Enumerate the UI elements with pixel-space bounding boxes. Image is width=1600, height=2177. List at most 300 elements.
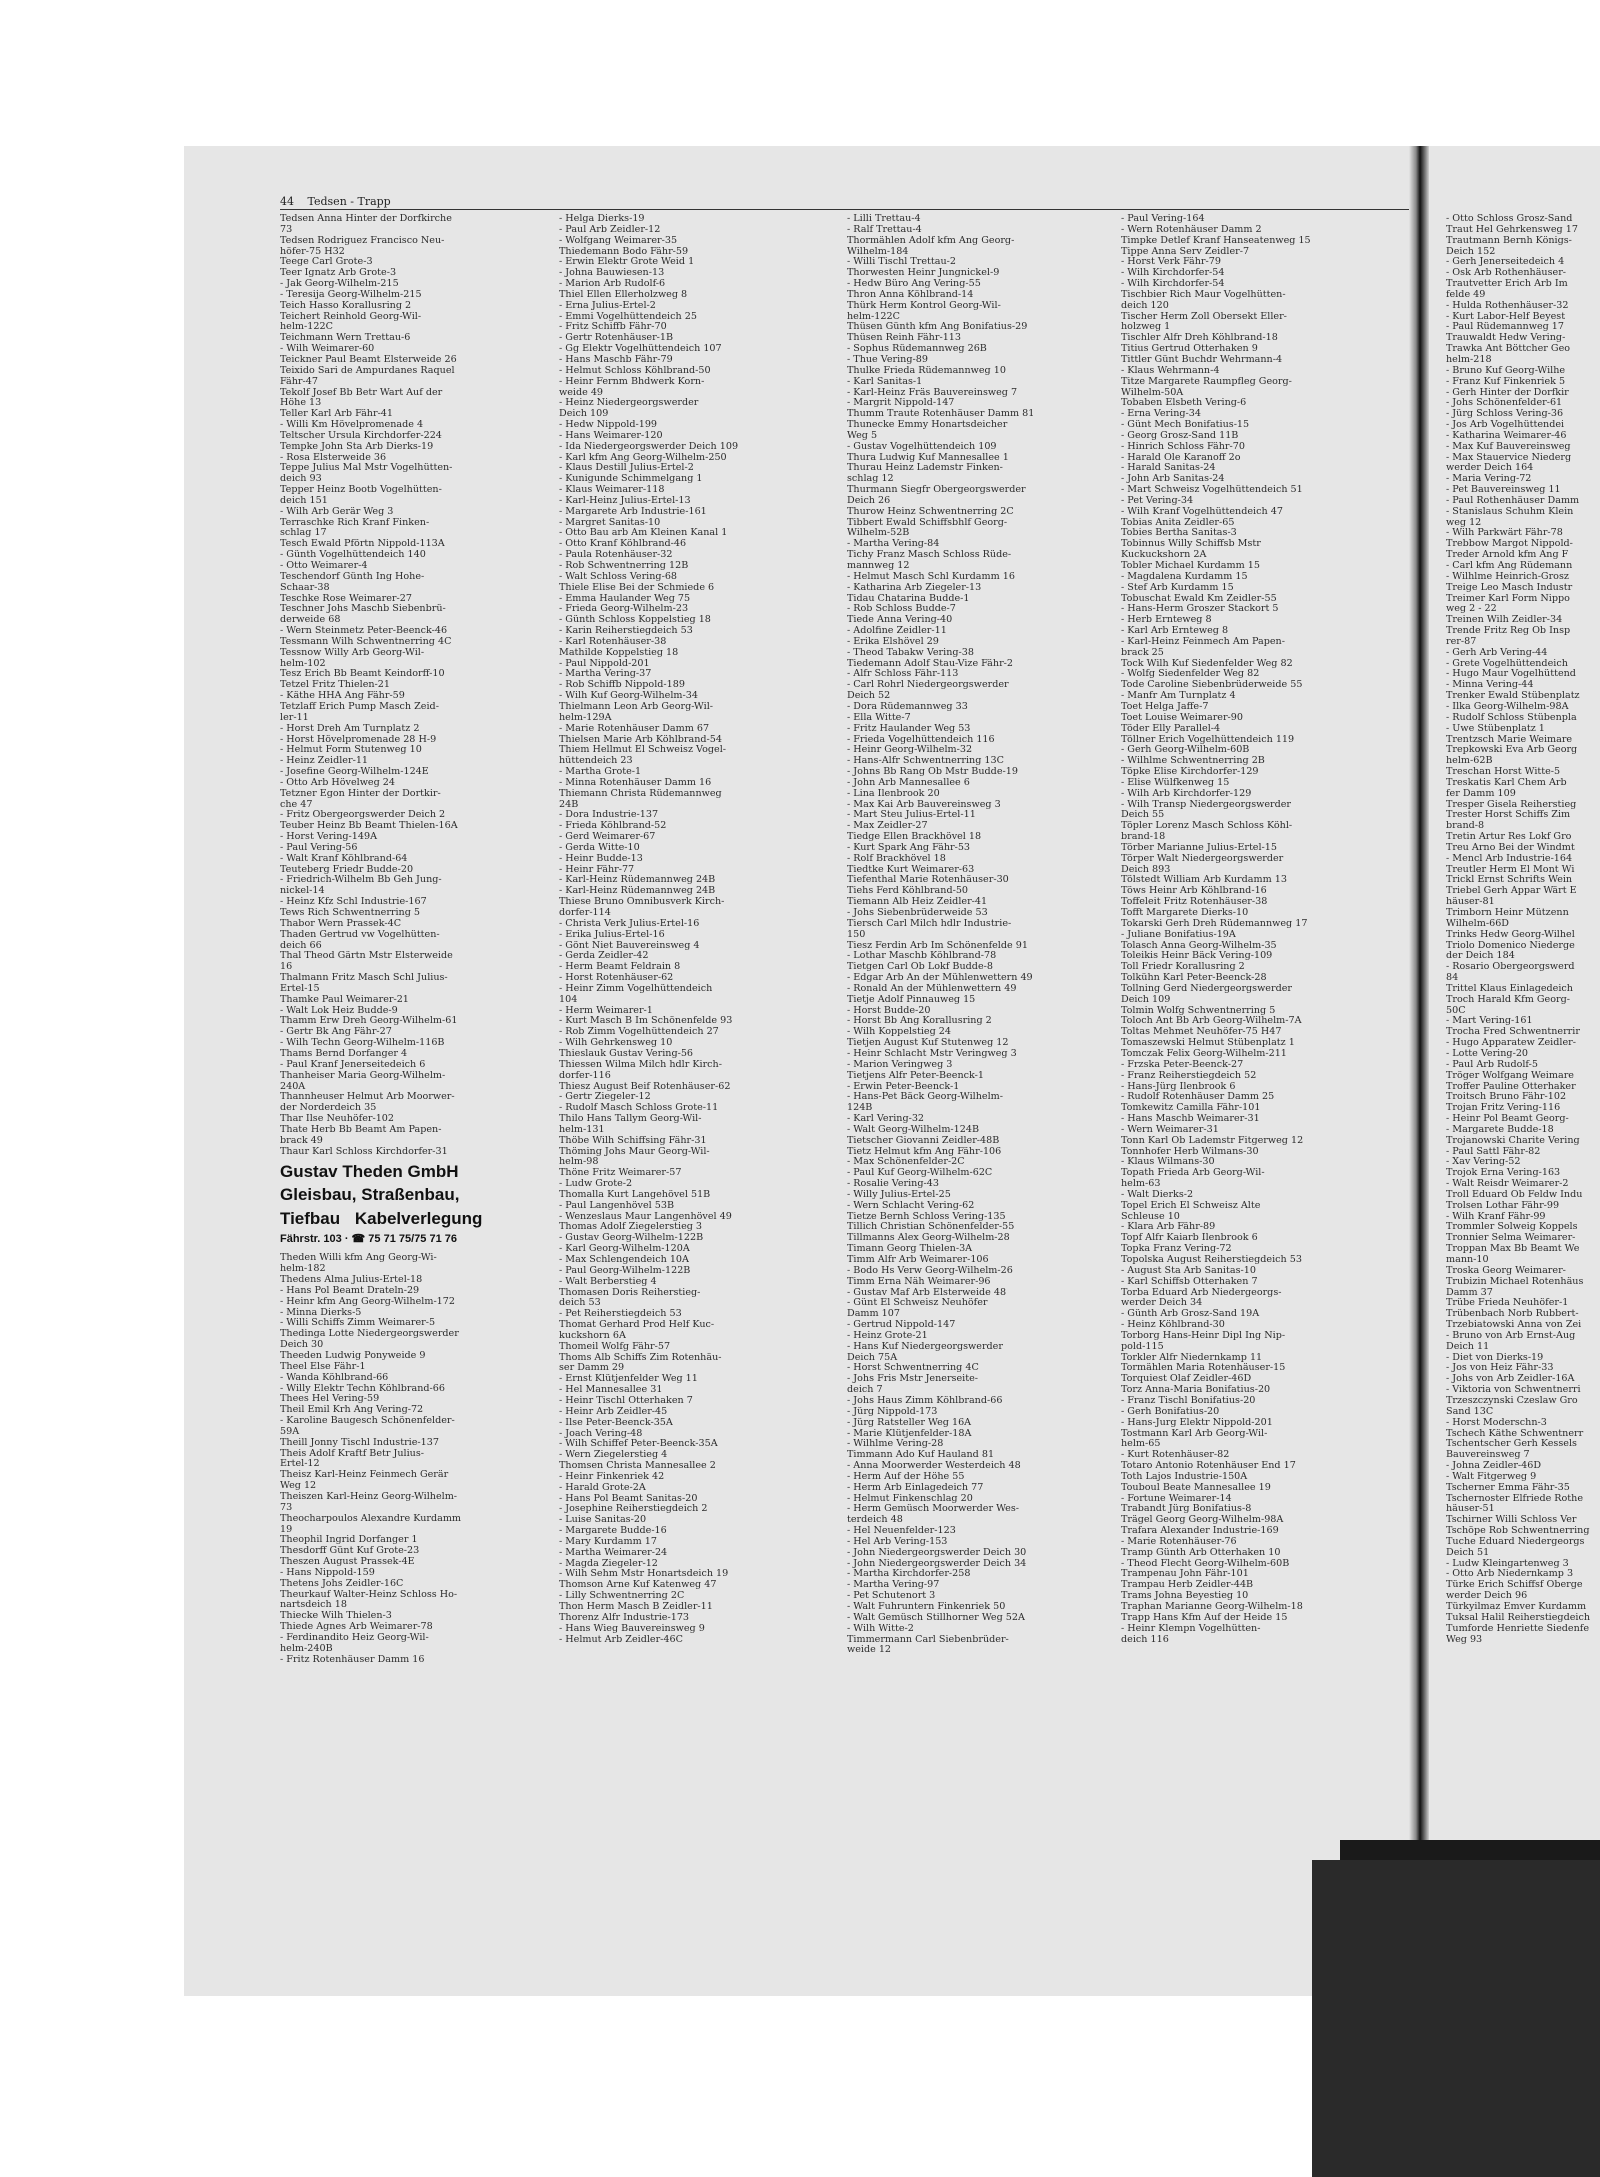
directory-line: helm-240B [280,1643,333,1654]
directory-line: Timmann Ado Kuf Hauland 81 [847,1450,995,1461]
directory-line: - Josephine Reiherstiegdeich 2 [559,1504,708,1515]
directory-line: - Walt Lok Heiz Budde-9 [280,1005,398,1016]
directory-line: Tessnow Willy Arb Georg-Wil- [280,647,425,658]
directory-line: Theill Jonny Tischl Industrie-137 [280,1437,439,1448]
directory-line: - Wilh Transp Niedergeorgswerder [1121,799,1292,810]
directory-line: - Erika Julius-Ertel-16 [559,929,665,940]
directory-line: Tscherner Emma Fähr-35 [1446,1482,1570,1493]
directory-line: - Walt Fuhruntern Finkenriek 50 [847,1602,1006,1612]
directory-line: - Paul Rüdemannweg 17 [1446,322,1565,333]
directory-line: - Wilh Arb Gerär Weg 3 [280,506,394,517]
directory-line: - Bodo Hs Verw Georg-Wilhelm-26 [847,1265,1013,1276]
directory-line: - Lothar Maschb Köhlbrand-78 [847,951,997,962]
directory-line: Deich 55 [1121,810,1165,821]
directory-line: Tofft Margarete Dierks-10 [1121,908,1249,918]
directory-line: - Hans Pol Beamt Drateln-29 [280,1285,420,1296]
directory-line: - Hans Wieg Bauvereinsweg 9 [559,1623,705,1634]
directory-line: - Fritz Schiffb Fähr-70 [559,322,667,333]
directory-line: - Hel Arb Vering-153 [847,1536,948,1547]
directory-line: Wilhelm-50A [1121,387,1184,398]
directory-line: Tobies Bertha Sanitas-3 [1121,528,1237,539]
directory-line: Tietgen Carl Ob Lokf Budde-8 [847,962,993,973]
directory-line: - Willy Elektr Techn Köhlbrand-66 [280,1383,445,1394]
directory-line: 73 [280,1502,293,1513]
directory-line: Troska Georg Weimarer- [1446,1265,1566,1276]
column-1-entries-bottom [280,1253,550,1665]
directory-line: Triolo Domenico Niederge [1446,940,1575,951]
directory-line: - Martha Vering-37 [559,669,652,680]
directory-line: Höhe 13 [280,398,322,409]
directory-line: - Harald Sanitas-24 [1121,463,1216,474]
directory-line: - Günth Vogelhüttendeich 140 [280,550,426,561]
directory-line: - Helmut Schloss Köhlbrand-50 [559,365,711,376]
directory-line: - Heinr Schlacht Mstr Veringweg 3 [847,1048,1017,1059]
directory-line: Trauwaldt Hedw Vering- [1446,333,1566,344]
directory-line: Theophil Ingrid Dorfanger 1 [280,1535,418,1546]
directory-line: - Hans Nippold-159 [280,1567,375,1578]
directory-line: Theden Willi kfm Ang Georg-Wi- [280,1253,437,1264]
directory-line: Thal Theod Gärtn Mstr Elsterweide [280,951,453,962]
directory-line: Trafara Alexander Industrie-169 [1121,1526,1279,1537]
directory-line: Trebbow Margot Nippold- [1446,539,1573,550]
directory-line: Trittel Klaus Einlagedeich [1446,983,1573,994]
directory-line: - Heinr Zimm Vogelhüttendeich [559,983,713,994]
directory-line: - Luise Sanitas-20 [559,1515,647,1526]
directory-line: Torborg Hans-Heinr Dipl Ing Nip- [1121,1330,1286,1341]
directory-line: - Gönt Niet Bauvereinsweg 4 [559,940,700,951]
directory-line: Trabandt Jürg Bonifatius-8 [1121,1504,1252,1515]
directory-line: brack 25 [1121,647,1164,658]
directory-line: Topf Alfr Kaiarb Ilenbrook 6 [1121,1233,1258,1244]
directory-line: höfer-75 H32 [280,246,345,257]
directory-line: Tschöpe Rob Schwentnerring [1446,1526,1590,1537]
directory-line: - Martha Vering-97 [847,1580,940,1591]
directory-line: - Margarete Arb Industrie-161 [559,506,707,517]
directory-line: Thomeil Wolfg Fähr-57 [559,1341,671,1352]
directory-line: - Rudolf Masch Schloss Grote-11 [559,1103,719,1114]
directory-line: Thiele Elise Bei der Schmiede 6 [559,582,715,593]
directory-line: - Rob Schiffb Nippold-189 [559,680,685,691]
directory-line: Thaur Karl Schloss Kirchdorfer-31 [280,1146,448,1157]
directory-line: Trocha Fred Schwentnerrir [1446,1027,1580,1038]
directory-line: Torba Eduard Arb Niedergeorgs- [1121,1287,1282,1298]
directory-line: Thurow Heinz Schwentnerring 2C [847,506,1014,517]
directory-line: - Ilse Peter-Beenck-35A [559,1417,673,1428]
directory-line: - Karl Rotenhäuser-38 [559,636,667,647]
directory-line: - Johs von Arb Zeidler-16A [1446,1374,1575,1385]
directory-line: deich 93 [280,474,322,485]
directory-line: Tiede Anna Vering-40 [847,615,953,626]
directory-line: - Margret Sanitas-10 [559,517,661,528]
directory-line: Trautvetter Erich Arb Im [1446,279,1568,290]
directory-line: Tronnier Selma Weimarer- [1446,1233,1576,1244]
directory-line: - Rudolf Schloss Stübenpla [1446,712,1577,723]
directory-line: Thüsen Günth kfm Ang Bonifatius-29 [847,322,1028,333]
directory-line: Teickner Paul Beamt Elsterweide 26 [280,354,457,365]
directory-line: - Erika Elshövel 29 [847,636,939,647]
directory-line: weg 12 [1446,517,1482,528]
directory-line: - Maria Vering-72 [1446,474,1532,485]
directory-line: Traut Hel Gehrkensweg 17 [1446,224,1578,235]
directory-line: - Gustav Maf Arb Elsterweide 48 [847,1287,1007,1298]
directory-line: Tiedtke Kurt Weimarer-63 [847,864,975,875]
directory-line: Deich 52 [847,691,891,702]
directory-line: Tischbier Rich Maur Vogelhütten- [1121,289,1286,300]
directory-line: Trübenbach Norb Rubbert- [1446,1309,1579,1320]
directory-line: - Christa Verk Julius-Ertel-16 [559,918,700,929]
directory-line: Thiede Agnes Arb Weimarer-78 [280,1622,433,1633]
directory-line: Tomkewitz Camilla Fähr-101 [1121,1103,1261,1114]
directory-line: Deich 109 [559,409,609,420]
directory-line: - Walt Schloss Vering-68 [559,571,678,582]
directory-line: - Wilh Arb Kirchdorfer-129 [1121,788,1252,799]
directory-line: - Margrit Nippold-147 [847,398,955,409]
directory-line: Trentzsch Marie Weimare [1446,734,1573,745]
directory-line: Tock Wilh Kuf Siedenfelder Weg 82 [1121,658,1293,669]
directory-line: - Otto Schloss Grosz-Sand [1446,214,1573,224]
directory-line: Torz Anna-Maria Bonifatius-20 [1121,1385,1271,1396]
directory-line: - Dora Industrie-137 [559,810,659,821]
directory-line: - Lilli Trettau-4 [847,214,921,224]
directory-line: Trampau Herb Zeidler-44B [1121,1580,1254,1591]
ad-company: Gustav Theden GmbH [280,1162,459,1182]
directory-line: - Willi Schiffs Zimm Weimarer-5 [280,1318,436,1329]
directory-line: Theeden Ludwig Ponyweide 9 [280,1351,426,1361]
directory-line: - Hans Kuf Niedergeorgswerder [847,1341,1003,1352]
directory-line: - Ida Niedergeorgswerder Deich 109 [559,441,739,452]
directory-line: - Katharina Arb Ziegeler-13 [847,582,982,593]
directory-line: - Rosalie Vering-43 [847,1179,939,1190]
ad-services-2: Tiefbau Kabelverlegung [280,1209,483,1229]
directory-line: Thumm Traute Rotenhäuser Damm 81 [847,409,1035,420]
directory-line: - Gertr Ziegeler-12 [559,1092,651,1103]
directory-line: Thunecke Emmy Honartsdeicher [847,420,1008,431]
directory-line: - Minna Dierks-5 [280,1307,362,1318]
directory-line: Ertel-15 [280,983,320,994]
directory-line: - Kurt Labor-Helf Beyest [1446,311,1566,322]
directory-line: - Günt Mech Bonifatius-15 [1121,420,1250,431]
directory-line: 24B [559,799,579,810]
directory-line: - Erwin Elektr Grote Weid 1 [559,257,695,268]
directory-line: - Fritz Rotenhäuser Damm 16 [280,1654,425,1665]
directory-line: - Horst Schwentnerring 4C [847,1363,979,1374]
directory-line: Tuksal Halil Reiherstiegdeich [1446,1612,1591,1623]
directory-line: - Gertrud Nippold-147 [847,1320,956,1331]
page-number: 44 [280,195,294,208]
directory-line: Thedens Alma Julius-Ertel-18 [280,1275,423,1286]
directory-line: - Heinr Pol Beamt Georg- [1446,1114,1569,1125]
directory-line: Tidau Chatarina Budde-1 [847,593,970,604]
column-1 [280,214,550,1954]
directory-line: - Karl-Heinz Feinmech Am Papen- [1121,636,1285,647]
directory-line: - Gerh Jenerseitedeich 4 [1446,257,1565,268]
directory-line: - Karl Georg-Wilhelm-120A [559,1244,690,1255]
directory-line: - Wolfg Siedenfelder Weg 82 [1121,669,1260,680]
directory-line: - Walt Reisdr Weimarer-2 [1446,1179,1569,1190]
directory-line: helm-102 [280,658,326,669]
directory-line: - Anna Moorwerder Westerdeich 48 [847,1461,1021,1472]
directory-line: Teer Ignatz Arb Grote-3 [280,268,397,279]
directory-line: Trolsen Lothar Fähr-99 [1446,1200,1560,1211]
directory-line: Troch Harald Kfm Georg- [1446,994,1570,1005]
directory-line: - Helmut Arb Zeidler-46C [559,1634,683,1645]
directory-line: Wilhelm-184 [847,246,909,257]
directory-line: Treskatis Karl Chem Arb [1446,777,1567,788]
directory-line: - Johs Haus Zimm Köhlbrand-66 [847,1395,1003,1406]
directory-line: deich 120 [1121,300,1169,311]
directory-line: - Paul Kranf Jenerseitedeich 6 [280,1059,426,1070]
directory-line: - Wern Steinmetz Peter-Beenck-46 [280,626,448,637]
directory-line: - Kunigunde Schimmelgang 1 [559,474,703,485]
directory-line: - Frieda Vogelhüttendeich 116 [847,734,995,745]
directory-line: - Gerh Bonifatius-20 [1121,1406,1220,1417]
directory-line: - Gertr Bk Ang Fähr-27 [280,1027,392,1038]
directory-line: weide 49 [559,387,604,398]
directory-line: deich 66 [280,940,322,951]
directory-line: - Xav Vering-52 [1446,1157,1521,1168]
directory-line: Toet Louise Weimarer-90 [1121,712,1243,723]
directory-line: 50C [1446,1005,1466,1016]
directory-line: Tibbert Ewald Schiffsbhlf Georg- [847,517,1008,528]
directory-line: Tischler Alfr Dreh Köhlbrand-18 [1121,333,1278,344]
directory-line: - Hans Weimarer-120 [559,430,663,441]
directory-line: - Fritz Obergeorgswerder Deich 2 [280,810,446,821]
directory-line: - Pet Vering-34 [1121,495,1194,506]
directory-line: - Jos Arb Vogelhüttendei [1446,420,1565,431]
directory-line: häuser-51 [1446,1504,1495,1515]
directory-line: - Herm Weimarer-1 [559,1005,653,1016]
directory-line: hüttendeich 23 [559,756,633,767]
directory-line: - Ilka Georg-Wilhelm-98A [1446,701,1569,712]
directory-line: Damm 107 [847,1309,900,1320]
directory-line: Deich 30 [280,1340,324,1351]
directory-line: - Horst Rotenhäuser-62 [559,973,674,984]
directory-line: Thoms Alb Schiffs Zim Rotenhäu- [559,1352,722,1363]
directory-line: - Juliane Bonifatius-19A [1121,929,1236,940]
directory-line: Toloch Ant Bb Arb Georg-Wilhelm-7A [1121,1016,1302,1027]
directory-line: - Erwin Peter-Beenck-1 [847,1081,960,1092]
directory-line: Trautmann Bernh Königs- [1446,235,1572,246]
directory-line: Theel Else Fähr-1 [280,1361,366,1372]
directory-line: - Theod Tabakw Vering-38 [847,647,974,658]
directory-line: - Hans-Herm Groszer Stackort 5 [1121,604,1279,615]
directory-line: Tschirner Willi Schloss Ver [1446,1515,1577,1526]
directory-line: - Friedrich-Wilhelm Bb Geh Jung- [280,875,442,886]
directory-line: - Fortune Weimarer-14 [1121,1493,1232,1504]
directory-line: Tollning Gerd Niedergeorgswerder [1121,983,1292,994]
directory-line: Deich 152 [1446,246,1496,257]
directory-line: nartsdeich 18 [280,1600,347,1611]
directory-line: - Wern Weimarer-31 [1121,1124,1219,1135]
directory-line: Topath Frieda Arb Georg-Wil- [1121,1168,1265,1179]
directory-line: Timm Erna Näh Weimarer-96 [847,1276,991,1287]
directory-line: pold-115 [1121,1341,1164,1352]
directory-line: Treinen Wilh Zeidler-34 [1446,615,1563,626]
directory-line: - Heinz Niedergeorgswerder [559,398,699,409]
directory-line: Timpke Detlef Kranf Hanseatenweg 15 [1121,235,1311,246]
directory-line: - Bruno von Arb Ernst-Aug [1446,1330,1576,1341]
directory-line: mannweg 12 [847,561,910,571]
directory-line: Thedinga Lotte Niedergeorgswerder [280,1329,459,1340]
directory-line: che 47 [280,799,313,810]
directory-line: mann-10 [1446,1255,1489,1265]
directory-line: - Willi Tischl Trettau-2 [847,257,956,268]
directory-line: - Paul Kuf Georg-Wilhelm-62C [847,1168,993,1179]
directory-line: - Martha Kirchdorfer-258 [847,1569,971,1580]
directory-line: - Horst Moderschn-3 [1446,1417,1547,1428]
directory-line: - Jürg Nippold-173 [847,1406,938,1417]
page-header [280,195,1410,210]
directory-line: Thamm Erw Dreh Georg-Wilhelm-61 [280,1016,458,1027]
directory-line: Tischer Herm Zoll Obersekt Eller- [1121,311,1287,322]
directory-line: - Walt Gemüsch Stillhorner Weg 52A [847,1612,1025,1623]
directory-line: Titze Margarete Raumpfleg Georg- [1121,376,1292,387]
directory-line: Tonn Karl Ob Lademstr Fitgerweg 12 [1121,1135,1304,1146]
directory-line: - Magda Ziegeler-12 [559,1558,658,1569]
directory-line: - Gerh Hinter der Dorfkir [1446,387,1569,398]
directory-line: Trimborn Heinr Mützenn [1446,908,1569,918]
directory-line: - Klara Arb Fähr-89 [1121,1222,1216,1233]
directory-line: - Rob Schloss Budde-7 [847,604,956,615]
directory-line: Thormählen Adolf kfm Ang Georg- [847,235,1015,246]
directory-line: Tiehs Ferd Köhlbrand-50 [847,886,969,897]
directory-line: - Teresija Georg-Wilhelm-215 [280,289,422,300]
directory-line: Theil Emil Krh Ang Vering-72 [280,1405,424,1416]
directory-line: Trojok Erna Vering-163 [1446,1168,1561,1179]
directory-line: Tormählen Maria Rotenhäuser-15 [1121,1363,1286,1374]
directory-line: Thorwesten Heinr Jungnickel-9 [847,268,1000,279]
directory-line: Tretin Artur Res Lokf Gro [1446,832,1572,843]
directory-line: - Wilh Kranf Fähr-99 [1446,1211,1546,1222]
directory-line: ser Damm 29 [559,1363,625,1374]
directory-line: - Mencl Arb Industrie-164 [1446,853,1573,864]
directory-line: - Käthe HHA Ang Fähr-59 [280,691,405,702]
directory-line: - Wilh Weimarer-60 [280,344,375,355]
directory-line: Treimer Karl Form Nippo [1446,593,1570,604]
directory-line: - Karl kfm Ang Georg-Wilhelm-250 [559,452,727,463]
directory-line: - Günth Arb Grosz-Sand 19A [1121,1309,1260,1320]
directory-line: rer-87 [1446,636,1477,647]
directory-line: Thar Ilse Neuhöfer-102 [280,1114,395,1125]
directory-line: - Helmut Masch Schl Kurdamm 16 [847,571,1015,582]
directory-line: - Ronald An der Mühlenwettern 49 [847,983,1017,994]
directory-line: - Grete Vogelhüttendeich [1446,658,1568,669]
directory-line: - Viktoria von Schwentnerri [1446,1385,1581,1396]
directory-line: - Jürg Schloss Vering-36 [1446,409,1564,420]
directory-line: werder Deich 164 [1446,463,1534,474]
directory-line: Tröger Wolfgang Weimare [1446,1070,1574,1081]
directory-line: - Günth Schloss Koppelstieg 18 [559,615,711,626]
directory-line: Thomas Adolf Ziegelerstieg 3 [559,1222,703,1233]
directory-line: - John Niedergeorgswerder Deich 30 [847,1547,1027,1558]
directory-line: Thomsen Christa Mannesallee 2 [559,1461,716,1472]
directory-line: - Pet Bauvereinsweg 11 [1446,485,1561,496]
directory-line: - Gustav Vogelhüttendeich 109 [847,441,997,452]
directory-line: Weg 5 [847,430,878,441]
directory-line: schlag 17 [280,528,327,539]
directory-line: Tedsen Anna Hinter der Dorfkirche [280,214,452,224]
directory-line: - John Niedergeorgswerder Deich 34 [847,1558,1027,1569]
directory-line: Teller Karl Arb Fähr-41 [280,409,394,420]
directory-line: - Theod Flecht Georg-Wilhelm-60B [1121,1558,1290,1569]
directory-line: Thüsen Reinh Fähr-113 [847,333,962,344]
directory-line: Theiszen Karl-Heinz Georg-Wilhelm- [280,1491,458,1502]
directory-line: - Otto Kranf Köhlbrand-46 [559,539,687,550]
directory-line: - Max Schönenfelder-2C [847,1157,965,1168]
directory-line: Thilo Hans Tallym Georg-Wil- [559,1114,702,1125]
directory-line: - Mart Schweisz Vogelhüttendeich 51 [1121,485,1303,496]
directory-line: - Wilh Kuf Georg-Wilhelm-34 [559,691,698,702]
directory-line: - Wilh Kirchdorfer-54 [1121,268,1225,279]
directory-line: nickel-14 [280,886,325,897]
directory-line: - Wilh Parkwärt Fähr-78 [1446,528,1563,539]
directory-line: Thannheuser Helmut Arb Moorwer- [280,1092,455,1103]
directory-line: Toffeleit Fritz Rotenhäuser-38 [1121,897,1268,908]
directory-line: - Max Kuf Bauvereinsweg [1446,441,1571,452]
directory-line: Tschech Käthe Schwentnerr [1446,1428,1584,1439]
directory-line: - Ella Witte-7 [847,712,911,723]
directory-line: Tekolf Josef Bb Betr Wart Auf der [280,387,443,398]
directory-line: Teltscher Ursula Kirchdorfer-224 [280,430,442,441]
directory-line: - Rosario Obergeorgswerd [1446,962,1575,973]
directory-line: - Wilh Witte-2 [847,1623,914,1634]
directory-line: - Herb Ernteweg 8 [1121,615,1212,626]
directory-line: - Marion Veringweg 3 [847,1059,953,1070]
directory-line: Trommler Solweig Koppels [1446,1222,1578,1233]
directory-line: - August Sta Arb Sanitas-10 [1121,1265,1256,1276]
directory-line: Thielmann Leon Arb Georg-Wil- [559,701,714,712]
directory-line: Tolkühn Karl Peter-Beenck-28 [1121,973,1267,984]
directory-line: Timm Alfr Arb Weimarer-106 [847,1255,989,1265]
directory-line: Thams Bernd Dorfanger 4 [280,1048,408,1059]
column-3 [847,214,1117,1954]
directory-line: - Franz Reiherstiegdeich 52 [1121,1070,1257,1081]
directory-line: - Heinr Tischl Otterhaken 7 [559,1395,693,1406]
directory-line: Türkyilmaz Emver Kurdamm [1446,1602,1587,1612]
directory-line: - Heinr kfm Ang Georg-Wilhelm-172 [280,1296,455,1307]
directory-line: Treder Arnold kfm Ang F [1446,550,1569,561]
directory-line: - Max Kai Arb Bauvereinsweg 3 [847,799,1001,810]
directory-line: - Mart Steu Julius-Ertel-11 [847,810,976,821]
directory-line: 16 [280,962,293,973]
directory-line: Torquiest Olaf Zeidler-46D [1121,1374,1252,1385]
directory-line: - Paul Rothenhäuser Damm [1446,495,1580,506]
directory-line: Thöming Johs Maur Georg-Wil- [559,1146,710,1157]
directory-line: Tetzel Fritz Thielen-21 [280,680,391,691]
directory-line: 84 [1446,973,1459,984]
directory-line: Deich 51 [1446,1547,1490,1558]
directory-line: - Harald Grote-2A [559,1482,646,1493]
directory-line: - Magdalena Kurdamm 15 [1121,571,1248,582]
directory-line: Deich 893 [1121,864,1171,875]
directory-line: - Lotte Vering-20 [1446,1048,1529,1059]
directory-line: Treige Leo Masch Industr [1446,582,1573,593]
directory-line: brand-18 [1121,832,1166,843]
directory-line: - Wilh Kirchdorfer-54 [1121,279,1225,290]
directory-line: Thanheiser Maria Georg-Wilhelm- [280,1070,446,1081]
directory-line: - Günt El Schweisz Neuhöfer [847,1298,988,1309]
directory-line: Tobias Anita Zeidler-65 [1121,517,1235,528]
directory-line: Timann Georg Thielen-3A [847,1244,973,1255]
directory-line: - Heinz Zeidler-11 [280,756,369,767]
directory-line: Tetzner Egon Hinter der Dortkir- [280,788,441,799]
directory-line: Thielsen Marie Arb Köhlbrand-54 [559,734,722,745]
directory-line: Thabor Wern Prassek-4C [280,918,402,929]
directory-line: Tobinnus Willy Schiffsb Mstr [1121,539,1261,550]
directory-line: - Heinz Grote-21 [847,1330,928,1341]
directory-line: - Wilh Gehrkensweg 10 [559,1038,673,1049]
directory-line: Trinks Hedw Georg-Wilhel [1446,929,1575,940]
